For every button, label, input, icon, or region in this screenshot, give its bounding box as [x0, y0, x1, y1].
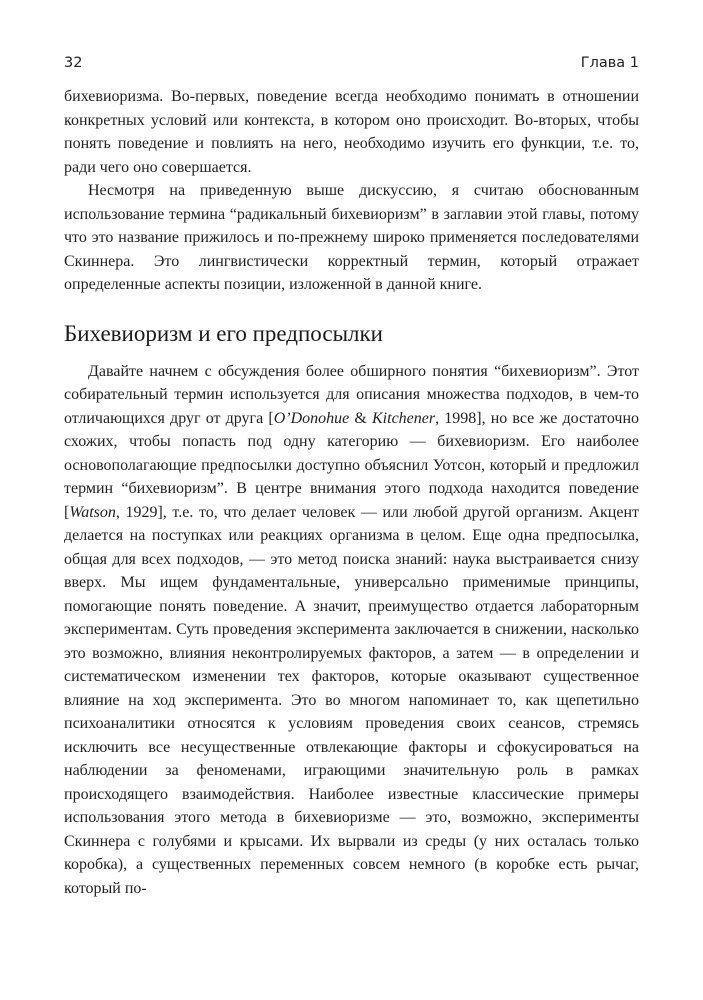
section-heading: Бихевиоризм и его предпосылки [64, 320, 383, 346]
page-number: 32 [64, 55, 83, 71]
text-run: , 1998], но все же достаточно схожих, чтобы попасть под одну категорию — бихевиоризм. Его наиболее основополагающие предпосылки доступно объяснил Уотсон, который и предложил термин “бихевиоризм”. В центре внимания этого подхода находится поведение [ [64, 409, 640, 521]
paragraph-behaviorism-premises [64, 360, 639, 901]
paragraph-continued: бихевиоризма. Во-первых, поведение всегда необходимо понимать в отношении конкретных условий или контекста, в котором оно происходит. Во-вторых, чтобы понять поведение и повлиять на него, необходимо изучить его функции, т.е. то, ради чего оно совершается. [64, 88, 639, 176]
paragraph-terminology: Несмотря на приведенную выше дискуссию, я считаю обоснованным использование термина “радикальный бихевиоризм” в заглавии этой главы, потому что это название прижилось и по-прежнему широко применяется последователями Скиннера. Это лингвистически корректный термин, который отражает определенные аспекты позиции, изложенной в данной книге. [64, 182, 639, 293]
text-run: , 1929], т.е. то, что делает человек — или любой другой организм. Акцент делается на поступках или реакциях организма в целом. Еще одна предпосылка, общая для всех подходов, — это метод поиска знаний: наука выстраивается снизу вверх. Мы ищем фундаментальные, универсально применимые принципы, помогающие понять поведение. А значит, преимущество отдается лабораторным экспериментам. Суть проведения эксперимента заключается в снижении, насколько это возможно, влияния неконтролируемых факторов, а затем — в определении и систематическом изменении тех факторов, которые оказывают существенное влияние на ход эксперимента. Это во многом напоминает то, как щепетильно психоаналитики относятся к условиям проведения своих сеансов, стремясь исключить все несущественные отвлекающие факторы и сфокусироваться на наблюдении за феноменами, играющими значительную роль в рамках происходящего взаимодействия. Наиболее известные классические примеры использования этого метода в бихевиоризме — это, возможно, эксперименты Скиннера с голубями и крысами. Их вырвали из среды (у них осталась только коробка), а существенных переменных совсем немного (в коробке есть рычаг, который по- [64, 503, 639, 897]
citation-author: Watson [69, 503, 116, 521]
text-run: Давайте начнем с обсуждения более обширного понятия “бихевиоризм”. Этот собирательный термин используется для описания множества подходов, в чем-то отличающихся друг от друга [ [64, 362, 639, 427]
citation-author: Kitchener [372, 409, 436, 427]
running-head [64, 54, 639, 72]
text-run: & [349, 409, 372, 427]
section-text [64, 360, 639, 901]
chapter-title: Глава 1 [580, 55, 639, 71]
citation-author: O’Donohue [273, 409, 350, 427]
book-page [64, 54, 639, 900]
body-text [64, 85, 639, 297]
